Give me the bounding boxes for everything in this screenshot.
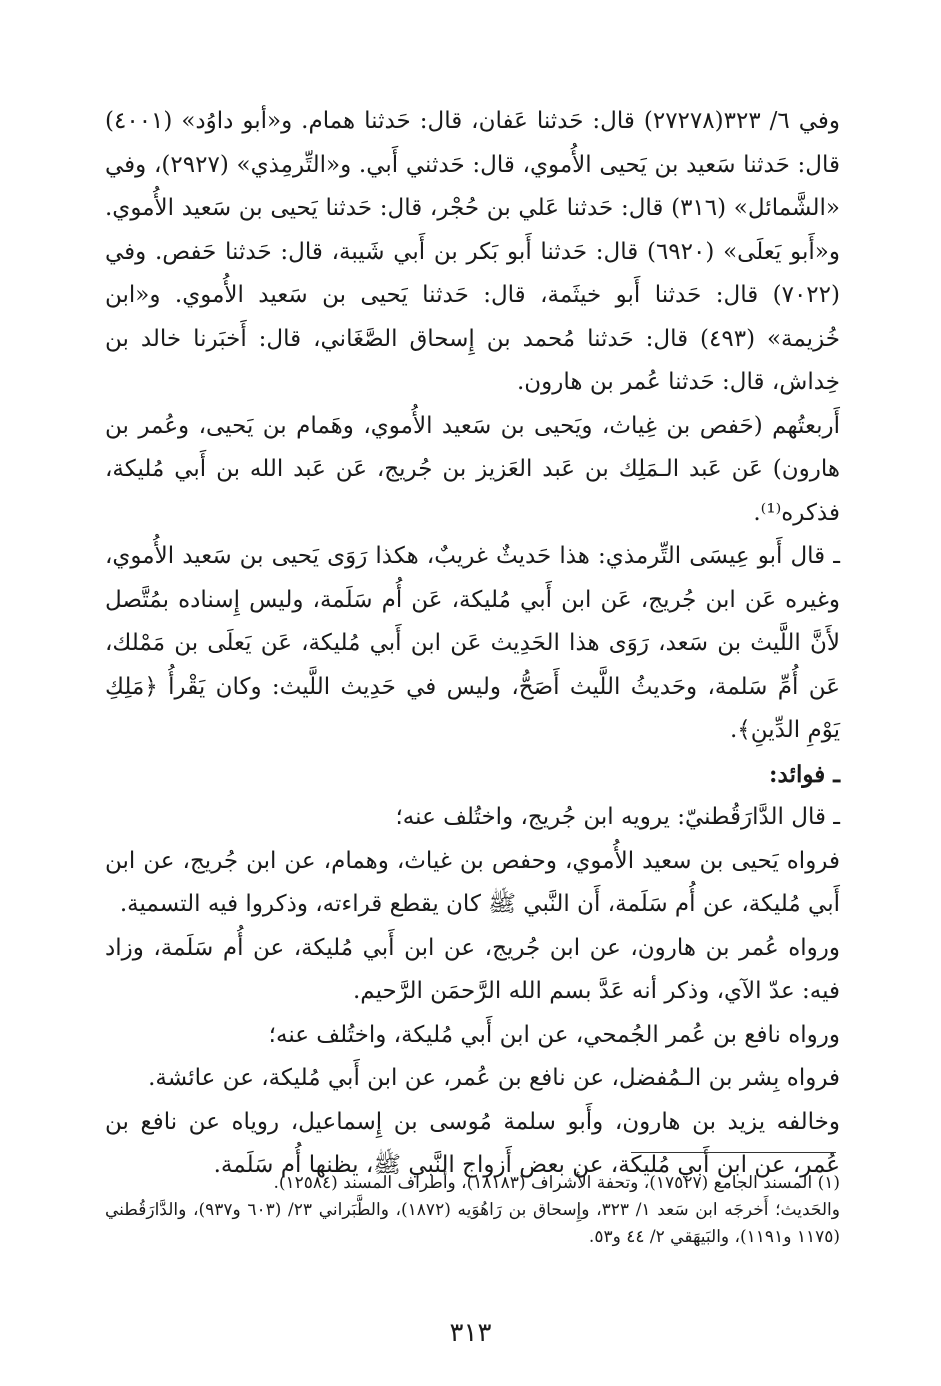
main-text [105,100,840,1188]
footnote-separator [631,1152,836,1153]
paragraph-sources: وفي ٦/ ٣٢٣(٢٧٢٧٨) قال: حَدثنا عَفان، قال: حَدثنا همام. و«أبو داوُد» (٤٠٠١) قال: حَدثنا سَعيد بن يَحيى الأُموي، قال: حَدثني أَبي. و«التِّرمِذي» (٢٩٢٧)، وفي «الشَّمائل» (٣١٦) قال: حَدثنا عَلي بن حُجْر، قال: حَدثنا يَحيى بن سَعيد الأُموي. و«أَبو يَعلَى» (٦٩٢٠) قال: حَدثنا أَبو بَكر بن أَبي شَيبة، قال: حَدثنا حَفص. وفي (٧٠٢٢) قال: حَدثنا أَبو خيثَمة، قال: حَدثنا يَحيى بن سَعيد الأُموي. و«ابن خُزيمة» (٤٩٣) قال: حَدثنا مُحمد بن إِسحاق الصَّغَاني، قال: أَخبَرنا خالد بن خِداش، قال: حَدثنا عُمر بن هارون. [105,108,841,395]
paragraph-yazid: وخالفه يزيد بن هارون، وأَبو سلمة مُوسى بن إِسماعيل، روياه عن نافع بن عُمر، عن ابن أَبي مُليكة، عن بعض أَزواج النَّبي ﷺ، يظنها أُم سَلَمة. [105,1108,840,1178]
paragraph-yahya-hafs-hammam: فرواه يَحيى بن سعيد الأُموي، وحفص بن غياث، وهمام، عن ابن جُريج، عن ابن أَبي مُليكة، عن أُم سَلَمة، أَن النَّبي ﷺ كان يقطع قراءته، وذكروا فيه التسمية. [105,847,840,917]
paragraph-four-narrators: أَربعتُهم (حَفص بن غِياث، ويَحيى بن سَعيد الأُموي، وهَمام بن يَحيى، وعُمر بن هارون) عَن عَبد الـمَلِك بن عَبد العَزيز بن جُريج، عَن عَبد الله بن أَبي مُليكة، فذكره⁽¹⁾. [105,412,840,526]
footnotes [105,1170,840,1251]
footnote-1: (١) المسند الجامع (١٧٥٢٧)، وتحفة الأشراف (١٨١٨٣)، وأطراف المسند (١٢٥٨٤). [273,1173,840,1193]
page-number: ٣١٣ [449,1318,492,1348]
paragraph-daraqutni: ـ قال الدَّارَقُطنيّ: يرويه ابن جُريج، واختُلف عنه؛ [395,804,840,830]
footnote-2: والحَديث؛ أَخرجَه ابن سَعد ١/ ٣٢٣، وإِسحاق بن رَاهُوَيه (١٨٧٢)، والطَّبَراني ٢٣/ (٦٠٣ و٩٣٧)، والدَّارَقُطني (١١٧٥ و١١٩١)، والبَيهَقي ٢/ ٤٤ و٥٣. [105,1200,840,1247]
section-heading-fawaid: ـ فوائد: [769,760,840,788]
paragraph-bishr: فرواه بِشر بن الـمُفضل، عن نافع بن عُمر، عن ابن أَبي مُليكة، عن عائشة. [148,1065,840,1091]
paragraph-tirmidhi-comment: ـ قال أَبو عِيسَى التِّرمذي: هذا حَديثٌ غريبٌ، هكذا رَوَى يَحيى بن سَعيد الأُموي، وغيره عَن ابن جُريج، عَن ابن أَبي مُليكة، عَن أُم سَلَمة، وليس إِسناده بمُتَّصل لأَنَّ اللَّيث بن سَعد، رَوَى هذا الحَدِيث عَن ابن أَبي مُليكة، عَن يَعلَى بن مَمْلك، عَن أُمِّ سَلمة، وحَديثُ اللَّيث أَصَحُّ، وليس في حَدِيث اللَّيث: وكان يَقْرأُ ﴿مَلِكِ يَوْمِ الدِّينِ﴾. [105,543,840,743]
paragraph-umar-ibn-harun: ورواه عُمر بن هارون، عن ابن جُريج، عن ابن أَبي مُليكة، عن أُم سَلَمة، وزاد فيه: عدّ الآي، وذكر أنه عَدَّ بسم الله الرَّحمَن الرَّحيم. [105,934,840,1004]
paragraph-nafi: ورواه نافع بن عُمر الجُمحي، عن ابن أَبي مُليكة، واختُلف عنه؛ [268,1021,840,1048]
